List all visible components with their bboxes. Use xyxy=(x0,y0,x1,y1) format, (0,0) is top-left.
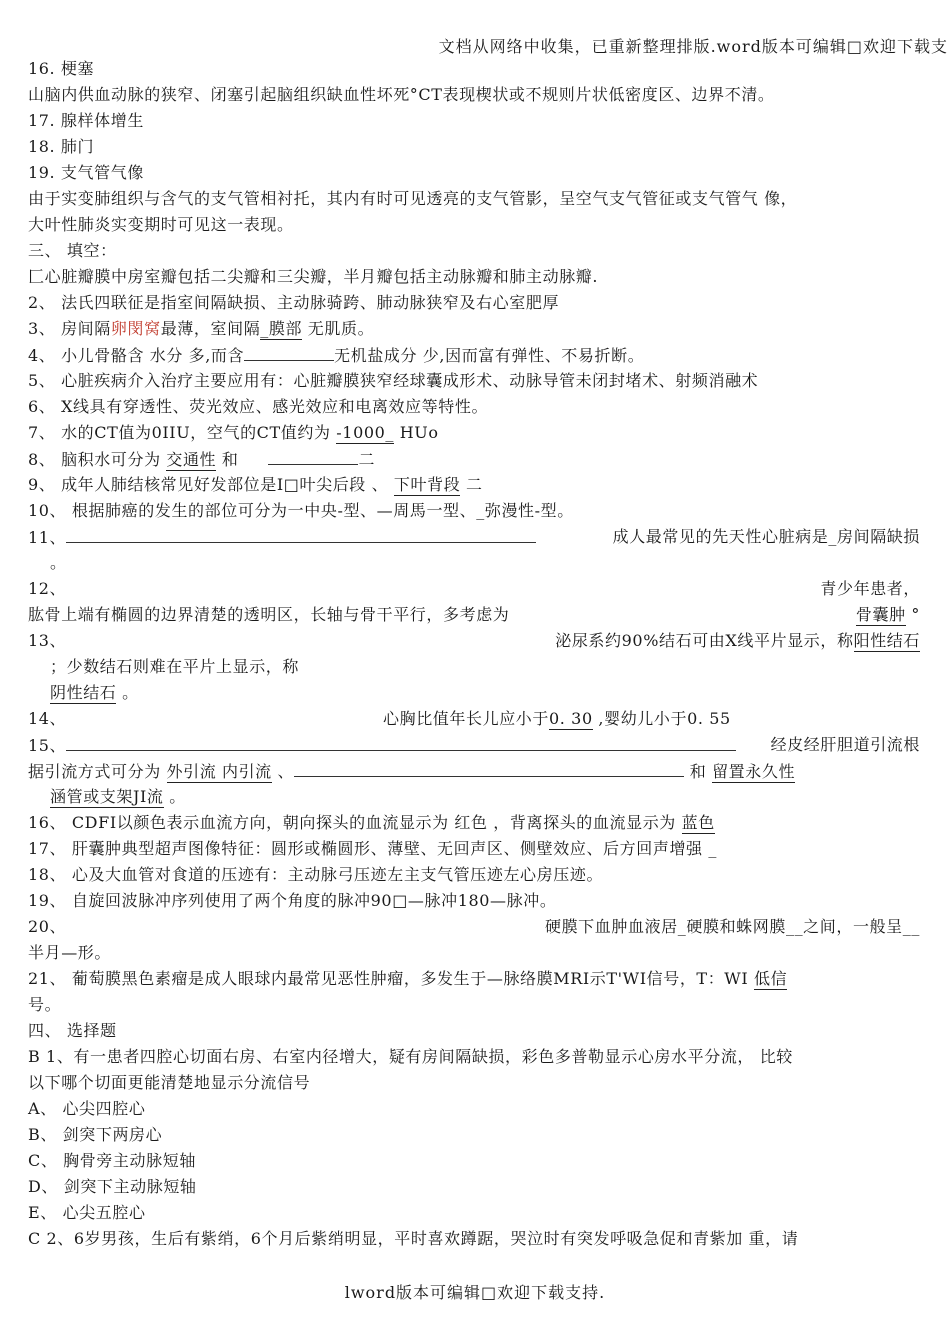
fill-15-cont: 据引流方式可分为 外引流 内引流 、 和 留置永久性 xyxy=(28,758,920,784)
fill-12-cont: 肱骨上端有椭圆的边界清楚的透明区，长轴与骨干平行，多考虑为 骨囊肿 ° xyxy=(28,605,920,624)
option-b: B、 剑突下两房心 xyxy=(28,1125,163,1144)
fill-10: 10、 根据肺癌的发生的部位可分为一中央-型、—周馬一型、_弥漫性-型。 xyxy=(28,501,574,520)
fill-20-end: 半月—形。 xyxy=(28,943,112,962)
line-19-def-1: 由于实变肺组织与含气的支气管相衬托，其内有时可见透亮的支气管影，呈空气支气管征或支气管气 像， xyxy=(28,189,798,208)
question-2: C 2、6岁男孩，生后有紫绡，6个月后紫绡明显，平时喜欢蹲踞，哭泣时有突发呼吸急促和青紫加 重，请 xyxy=(28,1229,799,1248)
fill-11: 11、 成人最常见的先天性心脏病是_房间隔缺损 xyxy=(28,524,920,550)
line-19: 19. 支气管气像 xyxy=(28,163,144,182)
question-1-cont: 以下哪个切面更能清楚地显示分流信号 xyxy=(28,1073,311,1092)
page-header: 文档从网络中收集，已重新整理排版.word版本可编辑□欢迎下载支 xyxy=(438,37,948,56)
fill-4: 4、 小儿骨骼含 水分 多,而含 无机盐成分 少,因而富有弹性、不易折断。 xyxy=(28,342,920,368)
option-e: E、 心尖五腔心 xyxy=(28,1203,146,1222)
fill-14: 14、 心胸比值年长儿应小于0. 30 ,婴幼儿小于0. 55 xyxy=(28,709,731,728)
line-18: 18. 肺门 xyxy=(28,137,95,156)
option-d: D、 剑突下主动脉短轴 xyxy=(28,1177,197,1196)
fill-8: 8、 脑积水可分为 交通性 和 二 xyxy=(28,446,920,472)
fill-15: 15、 经皮经肝胆道引流根 xyxy=(28,732,920,758)
fill-13-cont: ；少数结石则难在平片上显示，称 xyxy=(50,657,300,676)
document-body xyxy=(28,56,920,1252)
line-17: 17. 腺样体增生 xyxy=(28,111,144,130)
fill-13: 13、 泌尿系约90%结石可由X线平片显示，称阳性结石 xyxy=(28,631,920,650)
fill-11-end: 。 xyxy=(50,553,67,572)
fill-18: 18、 心及大血管对食道的压迹有：主动脉弓压迹左主支气管压迹左心房压迹。 xyxy=(28,865,604,884)
fill-19: 19、 自旋回波脉冲序列使用了两个角度的脉冲90□—脉冲180—脉冲。 xyxy=(28,891,557,910)
fill-1: 匚心脏瓣膜中房室瓣包括二尖瓣和三尖瓣，半月瓣包括主动脉瓣和肺主动脉瓣. xyxy=(28,267,599,286)
fill-16: 16、 CDFI以颜色表示血流方向，朝向探头的血流显示为 红色 ，背离探头的血流显示为 蓝色 xyxy=(28,813,715,832)
fill-6: 6、 X线具有穿透性、荧光效应、感光效应和电离效应等特性。 xyxy=(28,397,489,416)
section-fill-in: 三、 填空： xyxy=(28,241,117,260)
line-19-def-2: 大叶性肺炎实变期时可见这一表现。 xyxy=(28,215,294,234)
fill-15-end: 涵管或支架JI流 。 xyxy=(50,787,186,806)
line-16: 16. 梗塞 xyxy=(28,59,95,78)
option-c: C、 胸骨旁主动脉短轴 xyxy=(28,1151,196,1170)
section-choice: 四、 选择题 xyxy=(28,1021,117,1040)
question-1: B 1、有一患者四腔心切面右房、右室内径增大，疑有房间隔缺损，彩色多普勒显示心房水平分流， 比较 xyxy=(28,1047,793,1066)
page-footer: lword版本可编辑□欢迎下载支持. xyxy=(344,1283,606,1302)
fill-2: 2、 法氏四联征是指室间隔缺损、主动脉骑跨、肺动脉狭窄及右心室肥厚 xyxy=(28,293,560,312)
fill-21-end: 号。 xyxy=(28,995,62,1014)
fill-21: 21、 葡萄膜黑色素瘤是成人眼球内最常见恶性肿瘤，多发生于—脉络膜MRI示T'WI信号，T：WI 低信 xyxy=(28,969,788,988)
line-16-def: 山脑内供血动脉的狭窄、闭塞引起脑组织缺血性坏死°CT表现楔状或不规则片状低密度区、边界不清。 xyxy=(28,85,775,104)
fill-7: 7、 水的CT值为0IIU，空气的CT值约为 -1000_ HUo xyxy=(28,423,439,442)
option-a: A、 心尖四腔心 xyxy=(28,1099,146,1118)
fill-13-end: 阴性结石 。 xyxy=(50,683,139,702)
fill-17: 17、 肝囊肿典型超声图像特征：圆形或椭圆形、薄壁、无回声区、侧壁效应、后方回声增强 _ xyxy=(28,839,717,858)
fill-20: 20、 硬膜下血肿血液居_硬膜和蛛网膜__之间，一般呈__ xyxy=(28,917,920,936)
fill-3: 3、 房间隔卵閔窝最薄，室间隔_膜部 无肌质。 xyxy=(28,319,375,338)
fill-5: 5、 心脏疾病介入治疗主要应用有：心脏瓣膜狭窄经球囊成形术、动脉导管未闭封堵术、射频消融术 xyxy=(28,371,759,390)
fill-12: 12、 青少年患者， xyxy=(28,579,920,598)
fill-9: 9、 成年人肺结核常见好发部位是I□叶尖后段 、 下叶背段 二 xyxy=(28,475,483,494)
